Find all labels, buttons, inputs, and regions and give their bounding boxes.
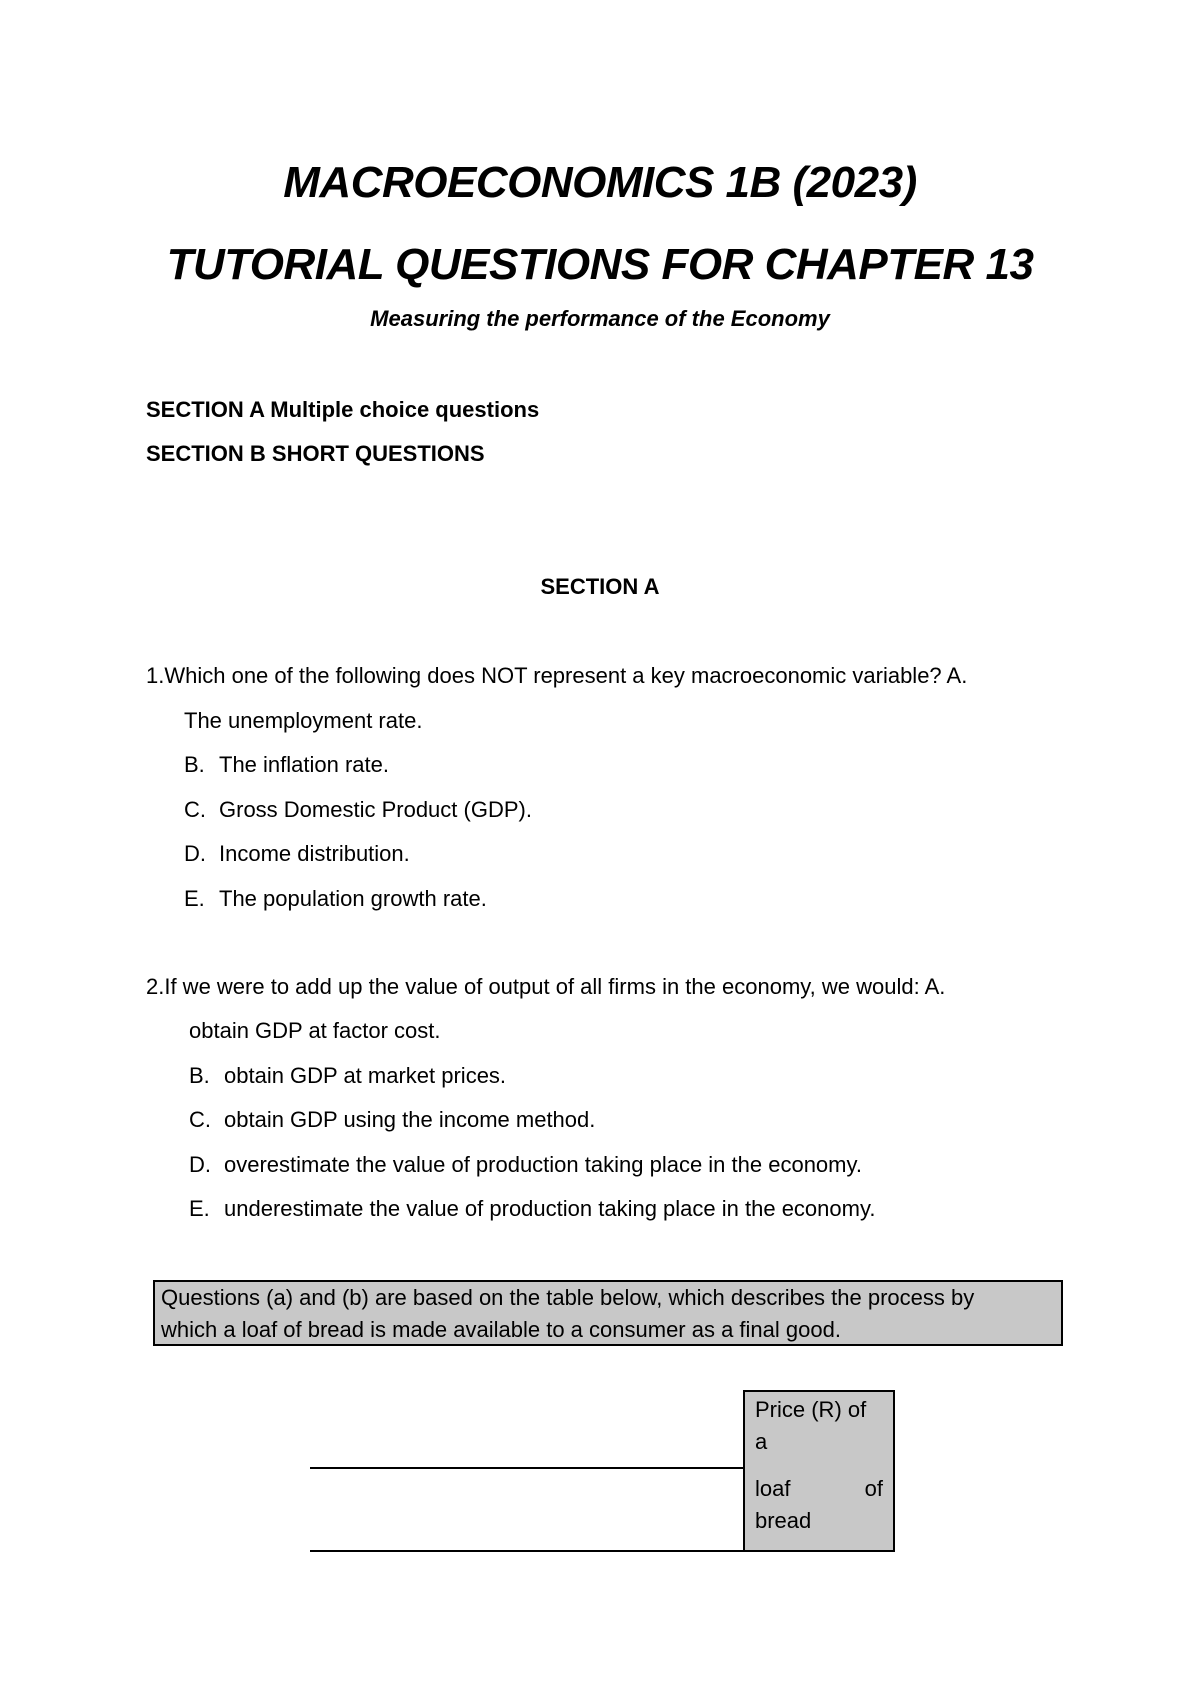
option-letter: C. — [189, 1107, 211, 1132]
question-1-option-e — [184, 886, 487, 912]
option-letter: D. — [189, 1152, 211, 1177]
header-text-line-2: a — [755, 1429, 768, 1454]
question-2-option-c — [189, 1107, 596, 1133]
section-b-overview: SECTION B SHORT QUESTIONS — [146, 441, 485, 466]
instruction-line-1: Questions (a) and (b) are based on the table below, which describes the process by — [161, 1285, 975, 1310]
question-1-option-d — [184, 841, 410, 867]
table-header-bread-cell — [743, 1467, 895, 1552]
option-letter: B. — [189, 1063, 210, 1088]
document-subtitle-chapter: TUTORIAL QUESTIONS FOR CHAPTER 13 — [166, 240, 1034, 289]
question-1-option-b — [184, 752, 389, 778]
option-letter: D. — [184, 841, 206, 866]
option-text: obtain GDP at market prices. — [224, 1063, 507, 1088]
question-2-stem: 2.If we were to add up the value of output of all firms in the economy, we would: A. — [146, 974, 946, 999]
option-text: underestimate the value of production taking place in the economy. — [224, 1196, 876, 1221]
section-a-overview: SECTION A Multiple choice questions — [146, 397, 540, 422]
header-text-line-4: bread — [755, 1508, 812, 1533]
option-text: obtain GDP using the income method. — [224, 1107, 596, 1132]
question-1-stem: 1.Which one of the following does NOT represent a key macroeconomic variable? A. — [146, 663, 968, 688]
option-letter: C. — [184, 797, 206, 822]
option-letter: E. — [184, 886, 205, 911]
question-1-option-c — [184, 797, 532, 823]
option-text: overestimate the value of production taking place in the economy. — [224, 1152, 862, 1177]
header-word-of: of — [864, 1476, 883, 1501]
table-rule-top — [310, 1467, 744, 1469]
option-text: The population growth rate. — [219, 886, 487, 911]
table-header-price-cell — [743, 1390, 895, 1469]
header-text-line-3 — [755, 1473, 883, 1505]
option-letter: B. — [184, 752, 205, 777]
chapter-topic: Measuring the performance of the Economy — [370, 306, 830, 331]
section-a-heading: SECTION A — [540, 574, 660, 599]
question-2-option-d — [189, 1152, 862, 1178]
question-2-option-a: obtain GDP at factor cost. — [189, 1018, 441, 1043]
question-2-option-b — [189, 1063, 507, 1089]
option-text: The inflation rate. — [219, 752, 389, 777]
question-2-option-e — [189, 1196, 876, 1222]
option-letter: E. — [189, 1196, 210, 1221]
header-word-loaf: loaf — [755, 1476, 791, 1501]
option-text: Gross Domestic Product (GDP). — [219, 797, 532, 822]
header-text-line-1: Price (R) of — [755, 1397, 867, 1422]
instruction-line-2: which a loaf of bread is made available to a consumer as a final good. — [161, 1317, 841, 1342]
question-1-option-a: The unemployment rate. — [184, 708, 423, 733]
option-text: Income distribution. — [219, 841, 410, 866]
table-rule-bottom — [310, 1550, 744, 1552]
document-title: MACROECONOMICS 1B (2023) — [283, 158, 917, 207]
table-instruction-box — [153, 1280, 1063, 1346]
